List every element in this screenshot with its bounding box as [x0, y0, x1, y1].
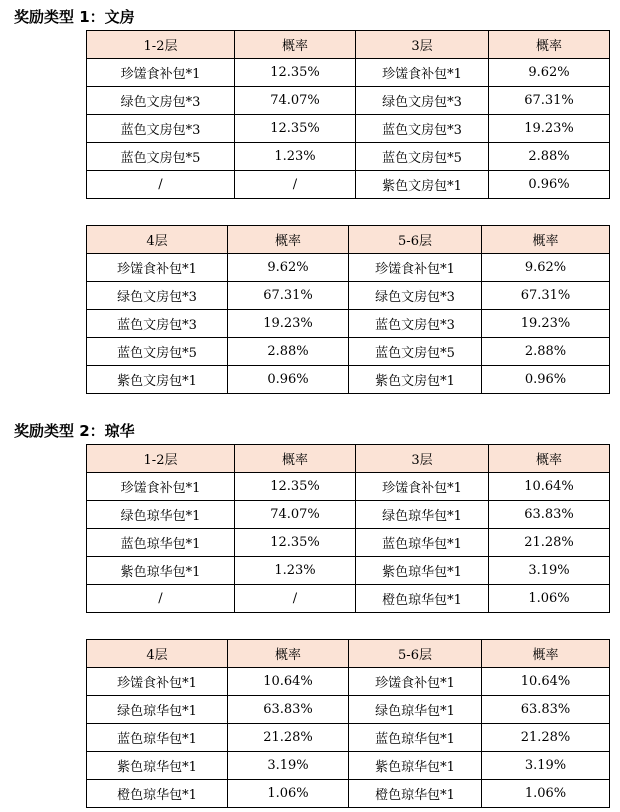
header-cell-probability: 概率 — [228, 640, 349, 668]
table-row — [87, 171, 610, 199]
probability-cell: 10.64% — [489, 473, 610, 501]
table-row — [87, 282, 610, 310]
probability-cell: 67.31% — [482, 282, 610, 310]
probability-cell: 1.06% — [228, 780, 349, 808]
probability-cell: 12.35% — [235, 529, 356, 557]
probability-cell: 19.23% — [489, 115, 610, 143]
probability-cell: 9.62% — [489, 59, 610, 87]
reward-item-cell: 珍馐食补包*1 — [87, 473, 235, 501]
probability-cell: 0.96% — [482, 366, 610, 394]
reward-item-cell: 蓝色文房包*3 — [87, 115, 235, 143]
table-row — [87, 724, 610, 752]
table-row — [87, 143, 610, 171]
header-cell-probability: 概率 — [482, 640, 610, 668]
table-header-row — [87, 226, 610, 254]
table-row — [87, 557, 610, 585]
reward-table-qionghua-floors-4-6 — [86, 639, 610, 808]
reward-item-cell: 蓝色琼华包*1 — [87, 529, 235, 557]
table-row — [87, 752, 610, 780]
reward-table-qionghua-floors-1-3 — [86, 444, 610, 613]
table-row — [87, 87, 610, 115]
reward-item-cell: 紫色文房包*1 — [349, 366, 482, 394]
table-row — [87, 668, 610, 696]
reward-table-wenfang-floors-1-3 — [86, 30, 610, 199]
probability-cell: 21.28% — [228, 724, 349, 752]
reward-item-cell: 珍馐食补包*1 — [349, 254, 482, 282]
probability-cell: 3.19% — [228, 752, 349, 780]
probability-cell: 3.19% — [489, 557, 610, 585]
header-cell-probability: 概率 — [489, 445, 610, 473]
probability-cell: 9.62% — [482, 254, 610, 282]
probability-cell: 9.62% — [228, 254, 349, 282]
reward-item-cell: 蓝色琼华包*1 — [87, 724, 228, 752]
probability-cell: 67.31% — [228, 282, 349, 310]
probability-cell: 1.06% — [489, 585, 610, 613]
table-row — [87, 59, 610, 87]
header-cell-floor: 1-2层 — [87, 31, 235, 59]
reward-item-cell: 蓝色琼华包*1 — [356, 529, 489, 557]
probability-cell: 63.83% — [228, 696, 349, 724]
probability-cell: 2.88% — [228, 338, 349, 366]
reward-item-cell: 蓝色琼华包*1 — [349, 724, 482, 752]
table-row — [87, 366, 610, 394]
probability-cell: 0.96% — [228, 366, 349, 394]
probability-cell: 63.83% — [489, 501, 610, 529]
reward-item-cell: 蓝色文房包*3 — [87, 310, 228, 338]
table-row — [87, 338, 610, 366]
probability-cell: 10.64% — [228, 668, 349, 696]
probability-cell: 0.96% — [489, 171, 610, 199]
reward-item-cell: 珍馐食补包*1 — [356, 473, 489, 501]
header-cell-floor: 3层 — [356, 445, 489, 473]
reward-item-cell: 蓝色文房包*5 — [356, 143, 489, 171]
header-cell-floor: 4层 — [87, 640, 228, 668]
reward-item-cell: 珍馐食补包*1 — [349, 668, 482, 696]
reward-item-cell: 紫色琼华包*1 — [87, 557, 235, 585]
reward-item-cell: 蓝色文房包*5 — [87, 338, 228, 366]
header-cell-floor: 5-6层 — [349, 640, 482, 668]
probability-cell: 67.31% — [489, 87, 610, 115]
header-cell-probability: 概率 — [489, 31, 610, 59]
reward-item-cell: 蓝色文房包*5 — [349, 338, 482, 366]
reward-item-cell: 绿色琼华包*1 — [87, 501, 235, 529]
probability-cell: 21.28% — [489, 529, 610, 557]
table-row — [87, 473, 610, 501]
reward-item-cell: / — [87, 585, 235, 613]
reward-item-cell: 橙色琼华包*1 — [356, 585, 489, 613]
probability-cell: 21.28% — [482, 724, 610, 752]
probability-cell: / — [235, 171, 356, 199]
header-cell-probability: 概率 — [235, 31, 356, 59]
reward-item-cell: 紫色文房包*1 — [87, 366, 228, 394]
table-header-row — [87, 640, 610, 668]
table-row — [87, 529, 610, 557]
table-row — [87, 501, 610, 529]
reward-item-cell: 橙色琼华包*1 — [87, 780, 228, 808]
header-cell-floor: 1-2层 — [87, 445, 235, 473]
probability-cell: 12.35% — [235, 115, 356, 143]
reward-item-cell: 珍馐食补包*1 — [87, 59, 235, 87]
section-heading-qionghua: 奖励类型 2：琼华 — [14, 422, 135, 440]
reward-item-cell: 珍馐食补包*1 — [87, 668, 228, 696]
reward-item-cell: 绿色文房包*3 — [87, 282, 228, 310]
probability-cell: 2.88% — [482, 338, 610, 366]
reward-table-wenfang-floors-4-6 — [86, 225, 610, 394]
probability-cell: 19.23% — [482, 310, 610, 338]
section-heading-wenfang: 奖励类型 1：文房 — [14, 8, 135, 26]
probability-cell: 10.64% — [482, 668, 610, 696]
header-cell-floor: 4层 — [87, 226, 228, 254]
probability-cell: 12.35% — [235, 59, 356, 87]
probability-cell: 1.23% — [235, 557, 356, 585]
reward-item-cell: 绿色文房包*3 — [356, 87, 489, 115]
reward-item-cell: 绿色文房包*3 — [87, 87, 235, 115]
table-header-row — [87, 445, 610, 473]
table-row — [87, 115, 610, 143]
header-cell-floor: 5-6层 — [349, 226, 482, 254]
reward-item-cell: 蓝色文房包*3 — [349, 310, 482, 338]
reward-item-cell: 绿色琼华包*1 — [356, 501, 489, 529]
reward-item-cell: 紫色琼华包*1 — [356, 557, 489, 585]
probability-cell: 2.88% — [489, 143, 610, 171]
probability-cell: 74.07% — [235, 501, 356, 529]
table-row — [87, 585, 610, 613]
header-cell-probability: 概率 — [235, 445, 356, 473]
reward-item-cell: 紫色琼华包*1 — [349, 752, 482, 780]
table-row — [87, 310, 610, 338]
reward-item-cell: 珍馐食补包*1 — [356, 59, 489, 87]
reward-item-cell: 绿色文房包*3 — [349, 282, 482, 310]
probability-cell: 19.23% — [228, 310, 349, 338]
header-cell-floor: 3层 — [356, 31, 489, 59]
probability-cell: 74.07% — [235, 87, 356, 115]
reward-item-cell: 橙色琼华包*1 — [349, 780, 482, 808]
table-header-row — [87, 31, 610, 59]
reward-item-cell: / — [87, 171, 235, 199]
table-row — [87, 696, 610, 724]
table-row — [87, 780, 610, 808]
reward-item-cell: 珍馐食补包*1 — [87, 254, 228, 282]
reward-item-cell: 绿色琼华包*1 — [349, 696, 482, 724]
reward-item-cell: 紫色文房包*1 — [356, 171, 489, 199]
reward-item-cell: 蓝色文房包*3 — [356, 115, 489, 143]
reward-item-cell: 紫色琼华包*1 — [87, 752, 228, 780]
probability-cell: 1.23% — [235, 143, 356, 171]
probability-cell: 63.83% — [482, 696, 610, 724]
header-cell-probability: 概率 — [228, 226, 349, 254]
probability-cell: 1.06% — [482, 780, 610, 808]
header-cell-probability: 概率 — [482, 226, 610, 254]
reward-item-cell: 蓝色文房包*5 — [87, 143, 235, 171]
probability-cell: 3.19% — [482, 752, 610, 780]
probability-cell: / — [235, 585, 356, 613]
reward-item-cell: 绿色琼华包*1 — [87, 696, 228, 724]
table-row — [87, 254, 610, 282]
probability-cell: 12.35% — [235, 473, 356, 501]
